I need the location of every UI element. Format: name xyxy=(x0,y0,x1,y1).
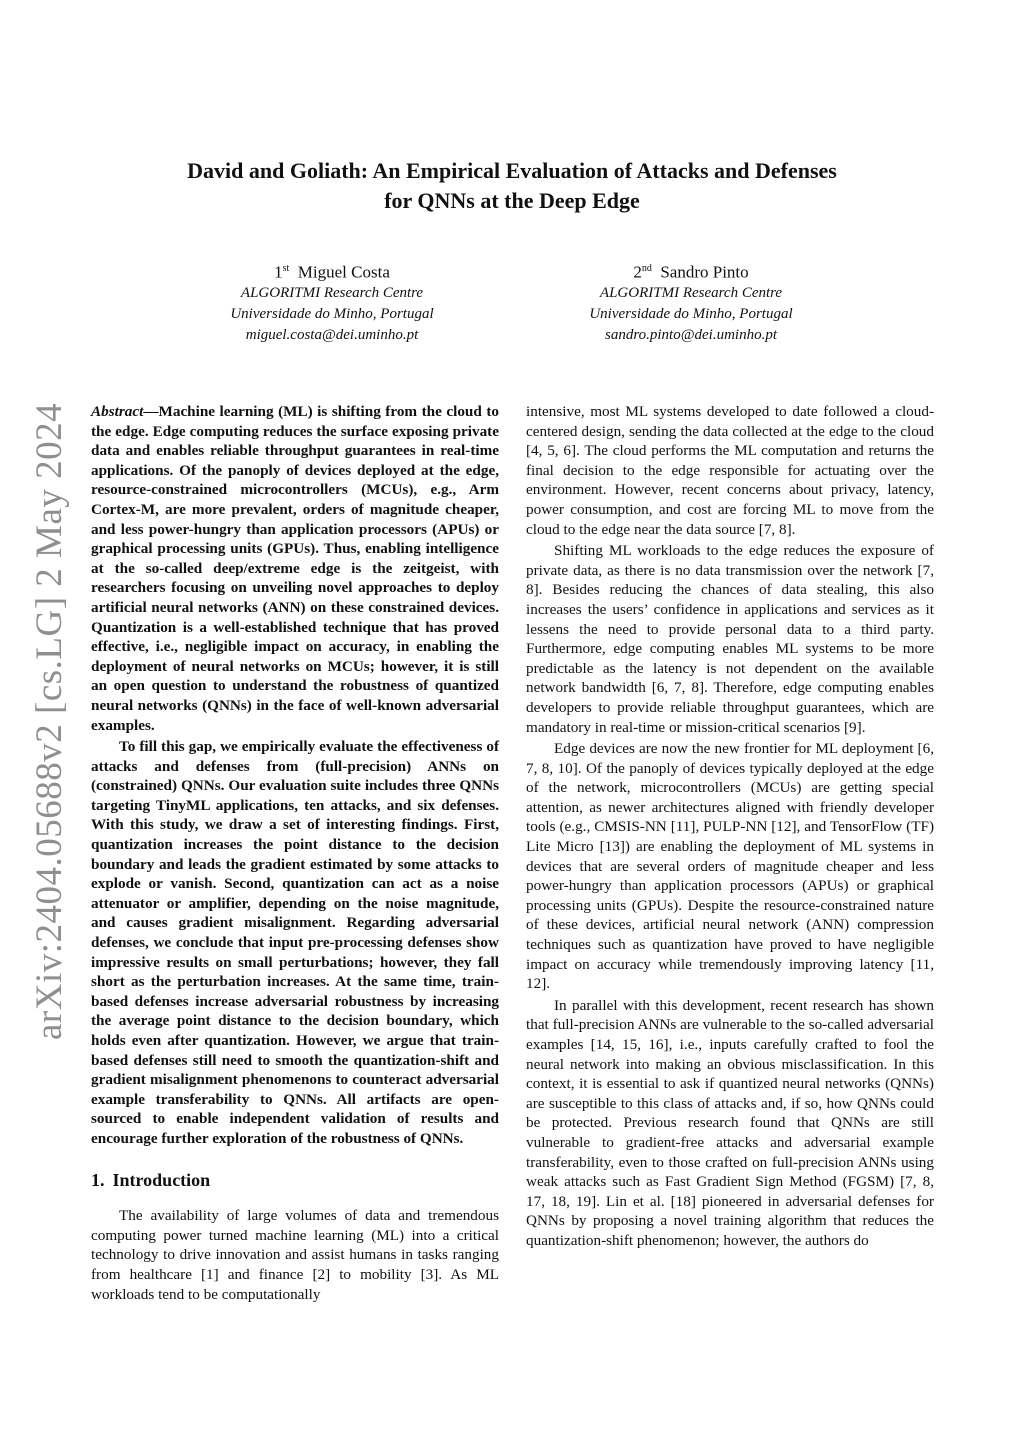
author-block-1 xyxy=(182,258,482,346)
author-name: Miguel Costa xyxy=(297,262,390,282)
abstract-label: Abstract xyxy=(91,403,144,420)
author-ordinal-suffix: nd xyxy=(641,263,652,274)
author-affiliation-1: ALGORITMI Research Centre xyxy=(599,284,783,301)
right-paragraph-2: Shifting ML workloads to the edge reduces the exposure of private data, as there is no data transmission over the network [7, 8]. Besides reducing the chances of data stealing, this also increases the users’ confidence in applications and services as it lessens the need to provide personal data to a third party. Furthermore, edge computing enables ML systems to be more predictable as the latency is not dependent on the available network bandwidth [6, 7, 8]. Therefore, edge computing enables developers to provide reliable throughput guarantees, which are mandatory in real-time or mission-critical scenarios [9]. xyxy=(526,542,934,736)
section-heading xyxy=(91,1171,499,1191)
left-column xyxy=(91,402,499,1304)
abstract-paragraph-2: To fill this gap, we empirically evaluate the effectiveness of attacks and defenses from (full-precision) ANNs on (constrained) QNNs. Our evaluation suite includes three QNNs targeting TinyML applications, ten attacks, and six defenses. With this study, we draw a set of interesting findings. First, quantization increases the point distance to the decision boundary and leads the gradient estimated by some attacks to explode or vanish. Second, quantization can act as a noise attenuator or amplifier, depending on the noise magnitude, and causes gradient misalignment. Regarding adversarial defenses, we conclude that input pre-processing defenses show impressive results on small perturbations; however, they fall short as the perturbation increases. At the same time, train-based defenses increase adversarial robustness by increasing the average point distance to the decision boundary, which holds even after quantization. However, we argue that train-based defenses still need to smooth the quantization-shift and gradient misalignment phenomenons to counteract adversarial example transferability to QNNs. All artifacts are open-sourced to enable independent validation of results and encourage further exploration of the robustness of QNNs. xyxy=(91,738,499,1147)
abstract-paragraph-1 xyxy=(91,402,499,735)
author-email: miguel.costa@dei.uminho.pt xyxy=(245,326,419,343)
author-affiliation-1: ALGORITMI Research Centre xyxy=(240,284,424,301)
paper-title xyxy=(100,156,924,216)
right-paragraph-1: intensive, most ML systems developed to date followed a cloud-centered design, sending the data collected at the edge to the cloud [4, 5, 6]. The cloud performs the ML computation and returns the final decision to the edge responsible for actuating over the environment. However, recent concerns about privacy, latency, power consumption, and cost are forcing ML to move from the cloud to the edge near the data source [7, 8]. xyxy=(526,403,934,538)
author-ordinal: 2 xyxy=(633,262,642,282)
section-title: Introduction xyxy=(112,1169,211,1190)
author-ordinal-suffix: st xyxy=(282,263,290,274)
author-name: Sandro Pinto xyxy=(660,262,749,282)
abstract xyxy=(91,402,499,1149)
title-line-1: David and Goliath: An Empirical Evaluation of Attacks and Defenses xyxy=(187,158,837,183)
title-line-2: for QNNs at the Deep Edge xyxy=(384,188,640,213)
abstract-text-1: —Machine learning (ML) is shifting from the cloud to the edge. Edge computing reduces the surface exposing private data and enables reliable throughput guarantees in real-time applications. Of the panoply of devices deployed at the edge, resource-constrained microcontrollers (MCUs), e.g., Arm Cortex-M, are more prevalent, orders of magnitude cheaper, and less power-hungry than application processors (APUs) or graphical processing units (GPUs). Thus, enabling intelligence at the so-called deep/extreme edge is the zeitgeist, with researchers focusing on unveiling novel approaches to deploy artificial neural networks (ANN) on these constrained devices. Quantization is a well-established technique that has proved effective, i.e., negligible impact on accuracy, in enabling the deployment of neural networks on MCUs; however, it is still an open question to understand the robustness of quantized neural networks (QNNs) in the face of well-known adversarial examples. xyxy=(91,403,499,734)
right-paragraph-4: In parallel with this development, recent research has shown that full-precision ANNs are vulnerable to the so-called adversarial examples [14, 15, 16], i.e., inputs carefully crafted to fool the neural network into making an obvious misclassification. In this context, it is essential to ask if quantized neural networks (QNNs) are susceptible to this class of attacks and, if so, how QNNs could be protected. Previous research found that QNNs are still vulnerable to gradient-free attacks and adversarial example transferability, even to those crafted on full-precision ANNs using weak attacks such as Fast Gradient Sign Method (FGSM) [7, 8, 17, 18, 19]. Lin et al. [18] pioneered in adversarial defenses for QNNs by proposing a novel training algorithm that reduces the quantization-shift phenomenon; however, the authors do xyxy=(526,996,934,1249)
author-affiliation-2: Universidade do Minho, Portugal xyxy=(589,305,793,322)
arxiv-side-stamp: arXiv:2404.05688v2 [cs.LG] 2 May 2024 xyxy=(29,402,70,1040)
right-column xyxy=(526,402,934,1251)
author-email: sandro.pinto@dei.uminho.pt xyxy=(605,326,777,343)
author-affiliation-2: Universidade do Minho, Portugal xyxy=(230,305,434,322)
section-body xyxy=(91,1206,499,1304)
author-ordinal: 1 xyxy=(274,262,283,282)
section-number: 1. xyxy=(91,1169,105,1190)
author-name-line xyxy=(182,258,482,283)
intro-paragraph-1: The availability of large volumes of data and tremendous computing power turned machine learning (ML) into a critical technology to drive innovation and assist humans in tasks ranging from healthcare [1] and finance [2] to mobility [3]. As ML workloads tend to be computationally xyxy=(91,1207,499,1303)
right-paragraph-3: Edge devices are now the new frontier for ML deployment [6, 7, 8, 10]. Of the panoply of devices typically deployed at the edge of the network, microcontrollers (MCUs) are getting special attention, as newer architectures aligned with friendly developer tools (e.g., CMSIS-NN [11], PULP-NN [12], and TensorFlow (TF) Lite Micro [13]) are enabling the deployment of ML systems in devices that are several orders of magnitude cheaper and less power-hungry than application processors (APUs) or graphical processing units (GPUs). Despite the resource-constrained nature of these devices, artificial neural network (ANN) compression techniques such as quantization have proved to have negligible impact on accuracy while tremendously improving latency [11, 12]. xyxy=(526,740,934,993)
author-block-2 xyxy=(541,258,841,346)
author-name-line xyxy=(541,258,841,283)
